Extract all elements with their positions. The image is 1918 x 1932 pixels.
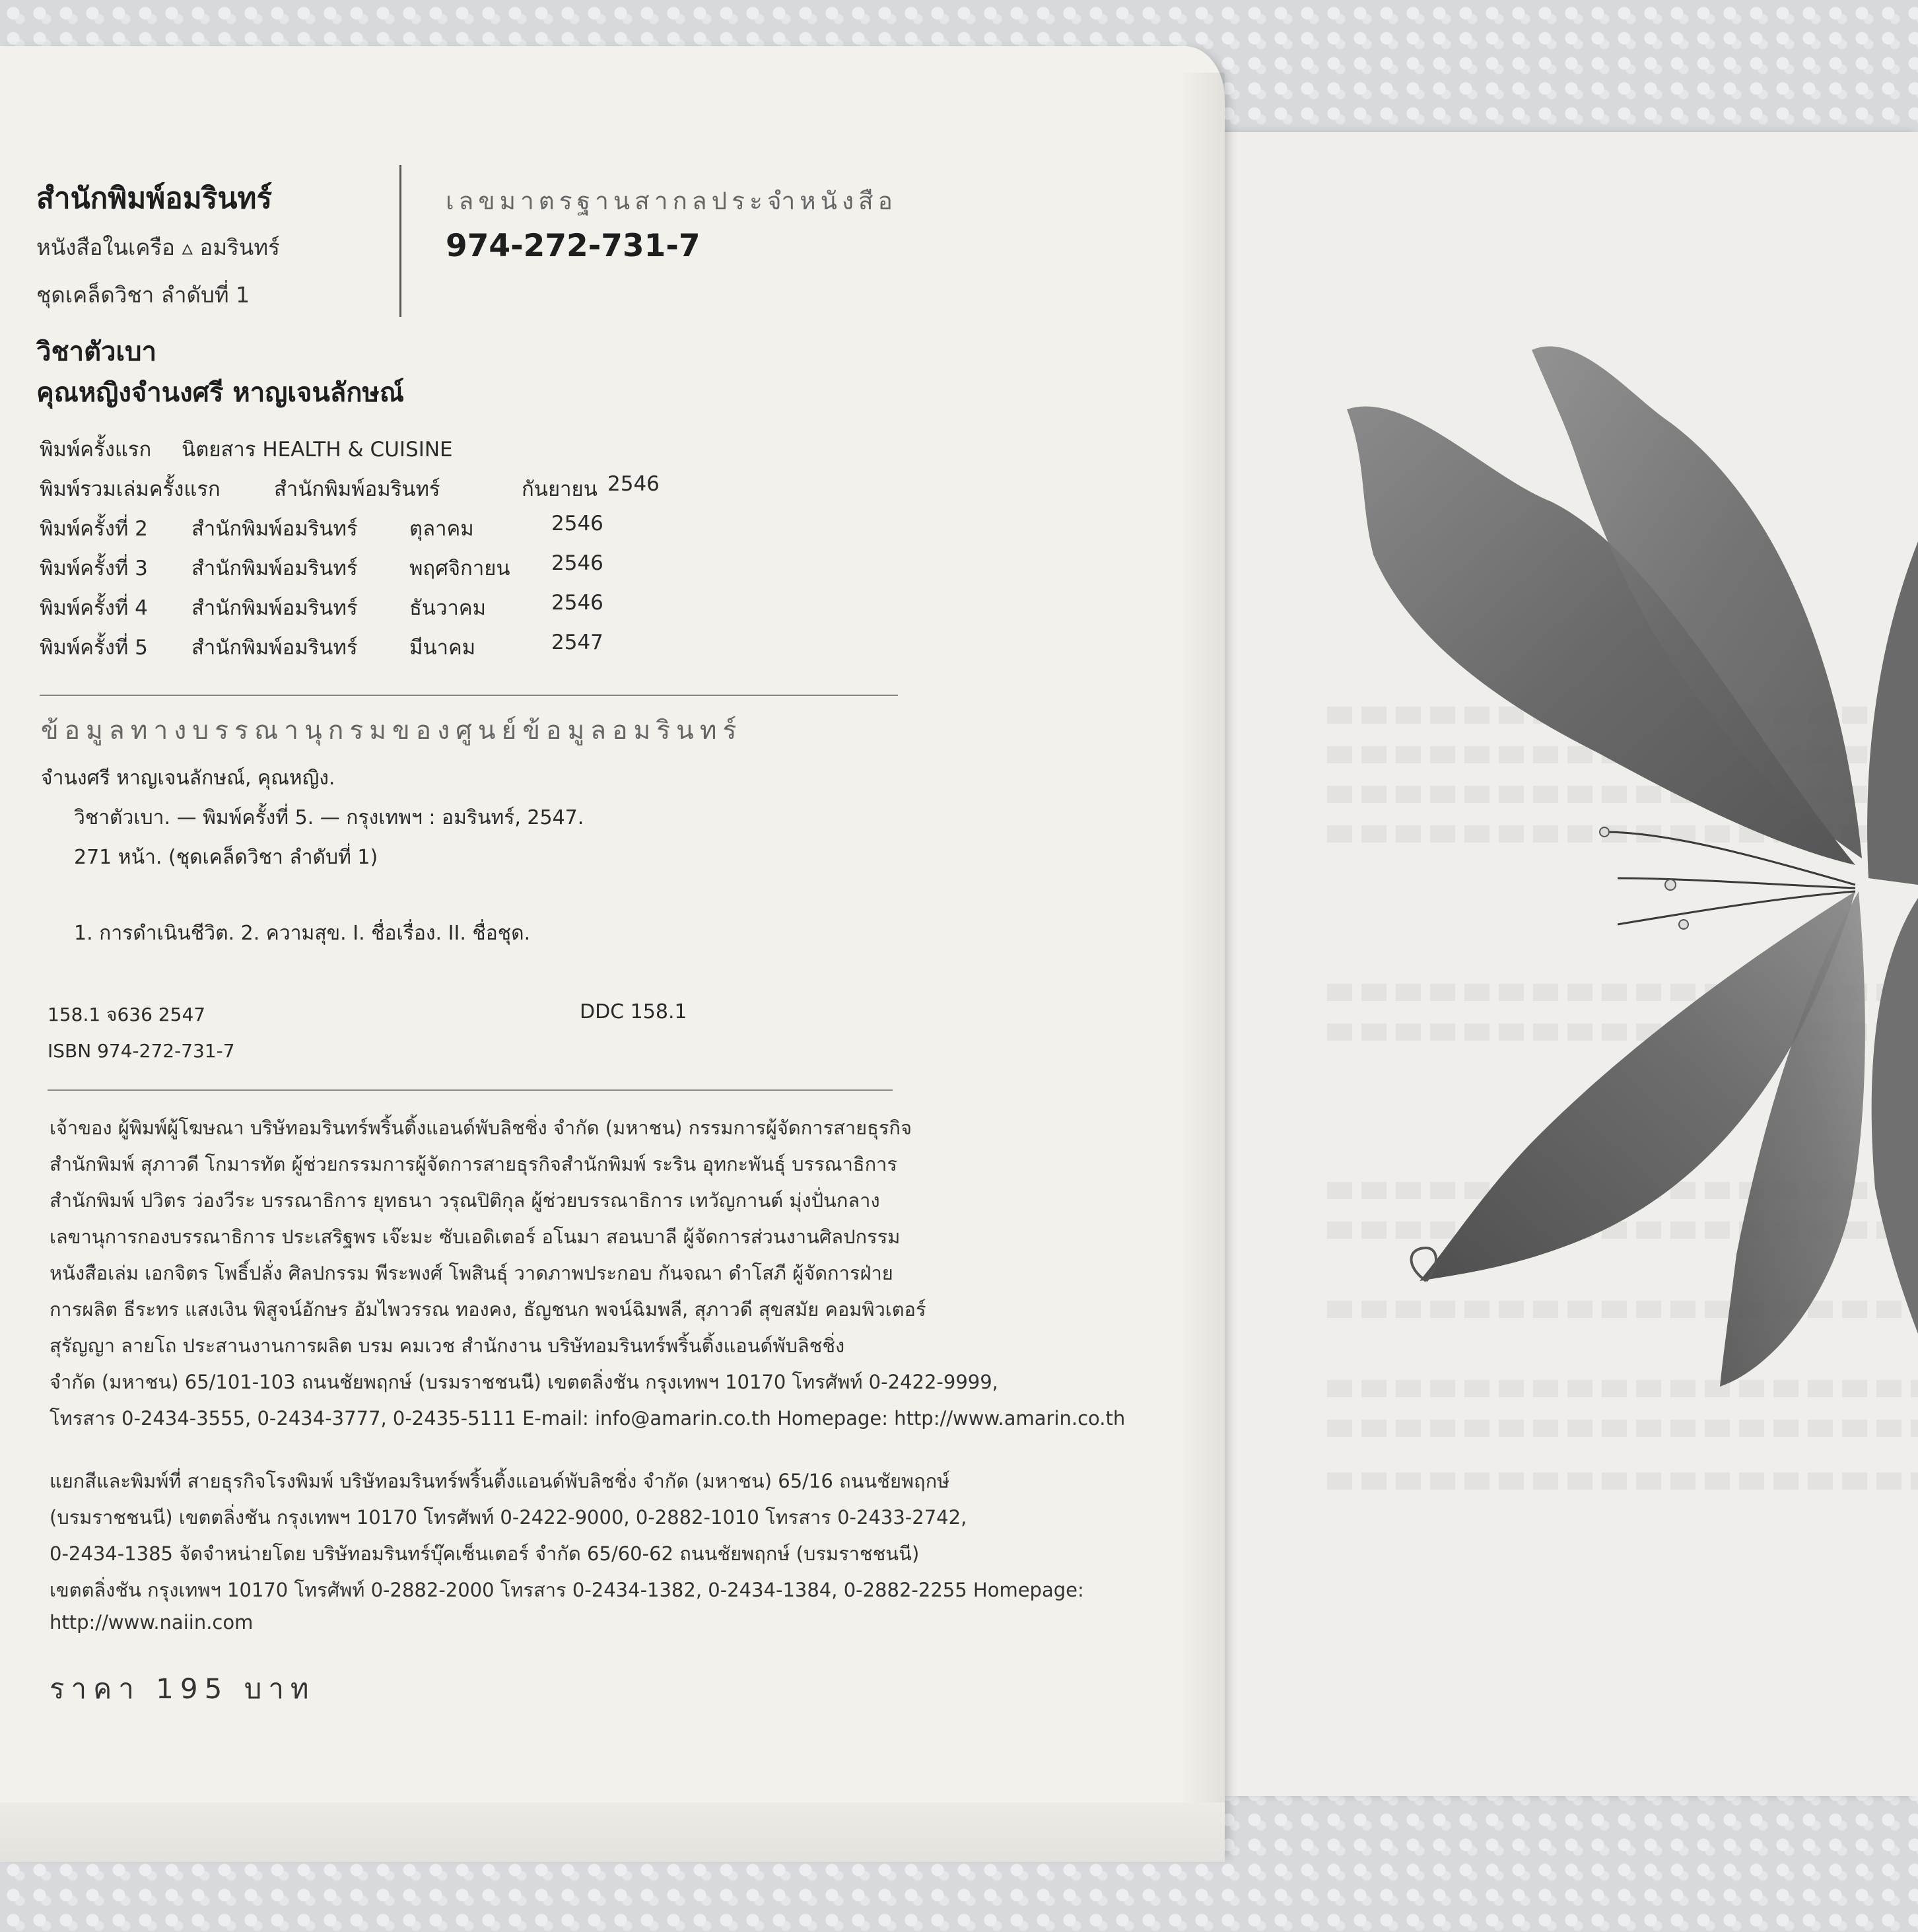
- edition-label: พิมพ์ครั้งที่ 4: [40, 596, 148, 620]
- isbn-label: เลขมาตรฐานสากลประจำหนังสือ: [446, 187, 897, 215]
- printer-line: 0-2434-1385 จัดจำหน่ายโดย บริษัทอมรินทร์บุ๊คเซ็นเตอร์ จำกัด 65/60-62 ถนนชัยพฤกษ์ (บรมราชชนนี): [50, 1542, 920, 1565]
- page-edge: [0, 1803, 1225, 1862]
- edition-year: 2546: [551, 551, 603, 575]
- credit-line: สุรัญญา ลายโถ ประสานงานการผลิต บรม คมเวช สำนักงาน บริษัทอมรินทร์พริ้นติ้งแอนด์พับลิชชิ่ง: [50, 1334, 845, 1357]
- vertical-divider: [399, 165, 401, 317]
- edition-label: พิมพ์ครั้งที่ 5: [40, 636, 148, 660]
- copyright-page: [0, 46, 1225, 1855]
- publisher-name: สำนักพิมพ์อมรินทร์: [36, 182, 273, 215]
- petal-right-lower: [1872, 898, 1918, 1334]
- credit-line: สำนักพิมพ์ ปวิตร ว่องวีระ บรรณาธิการ ยุทธนา วรุณปิติกุล ผู้ช่วยบรรณาธิการ เทวัญกานต์ มุ่งปั่นกลาง: [50, 1189, 880, 1212]
- edition-label: พิมพ์รวมเล่มครั้งแรก: [40, 477, 221, 501]
- credit-line: จำกัด (มหาชน) 65/101-103 ถนนชัยพฤกษ์ (บรมราชชนนี) เขตตลิ่งชัน กรุงเทพฯ 10170 โทรศัพท์ 0-2422-9999,: [50, 1371, 998, 1393]
- edition-publisher: สำนักพิมพ์อมรินทร์: [191, 517, 358, 541]
- edition-month: มีนาคม: [409, 636, 476, 660]
- printer-line: เขตตลิ่งชัน กรุงเทพฯ 10170 โทรศัพท์ 0-2882-2000 โทรสาร 0-2434-1382, 0-2434-1384, 0-2882-2255 Homepage:: [50, 1579, 1084, 1601]
- call-number: 158.1 จ636 2547: [48, 1004, 206, 1025]
- catalog-isbn: ISBN 974-272-731-7: [48, 1040, 235, 1062]
- edition-publisher: สำนักพิมพ์อมรินทร์: [191, 596, 358, 620]
- edition-publisher: สำนักพิมพ์อมรินทร์: [274, 477, 440, 501]
- credit-line: สำนักพิมพ์ สุภาวดี โกมารทัต ผู้ช่วยกรรมการผู้จัดการสายธุรกิจสำนักพิมพ์ ระริน อุทกะพันธุ์ บรรณาธิการ: [50, 1153, 897, 1175]
- catalog-heading: ข้อมูลทางบรรณานุกรมของศูนย์ข้อมูลอมรินทร์: [41, 716, 743, 745]
- credit-line: หนังสือเล่ม เอกจิตร โพธิ์ปลั่ง ศิลปกรรม พีระพงศ์ โพสินธุ์ วาดภาพประกอบ กันจณา ดำโสภี ผู้จัดการฝ่าย: [50, 1262, 893, 1284]
- edition-month: พฤศจิกายน: [409, 557, 510, 580]
- catalog-author: จำนงศรี หาญเจนลักษณ์, คุณหญิง.: [41, 767, 335, 790]
- divider-rule: [40, 695, 898, 696]
- flower-illustration: [1208, 132, 1918, 1796]
- edition-year: 2547: [551, 631, 603, 654]
- book-title: วิชาตัวเบา: [36, 337, 157, 367]
- catalog-subjects: 1. การดำเนินชีวิต. 2. ความสุข. I. ชื่อเรื่อง. II. ชื่อชุด.: [74, 922, 531, 945]
- credit-line: โทรสาร 0-2434-3555, 0-2434-3777, 0-2435-5111 E-mail: info@amarin.co.th Homepage: http://www.amarin.co.th: [50, 1407, 1126, 1430]
- right-page: [1208, 132, 1918, 1796]
- edition-label: พิมพ์ครั้งที่ 3: [40, 557, 148, 580]
- printer-line: (บรมราชชนนี) เขตตลิ่งชัน กรุงเทพฯ 10170 โทรศัพท์ 0-2422-9000, 0-2882-1010 โทรสาร 0-2433-2742,: [50, 1506, 967, 1529]
- catalog-pages: 271 หน้า. (ชุดเคล็ดวิชา ลำดับที่ 1): [74, 846, 378, 869]
- credit-line: เจ้าของ ผู้พิมพ์ผู้โฆษณา บริษัทอมรินทร์พริ้นติ้งแอนด์พับลิชชิ่ง จำกัด (มหาชน) กรรมการผู้จัดการสายธุรกิจ: [50, 1117, 912, 1139]
- catalog-title: วิชาตัวเบา. — พิมพ์ครั้งที่ 5. — กรุงเทพฯ : อมรินทร์, 2547.: [74, 806, 584, 829]
- publisher-imprint: หนังสือในเครือ ▵ อมรินทร์: [36, 234, 280, 260]
- edition-publisher: สำนักพิมพ์อมรินทร์: [191, 557, 358, 580]
- divider-rule: [48, 1089, 893, 1091]
- series-label: ชุดเคล็ดวิชา ลำดับที่ 1: [36, 282, 250, 308]
- edition-year: 2546: [551, 591, 603, 615]
- book-author: คุณหญิงจำนงศรี หาญเจนลักษณ์: [36, 378, 404, 408]
- edition-publisher: สำนักพิมพ์อมรินทร์: [191, 636, 358, 660]
- edition-year: 2546: [551, 512, 603, 535]
- ddc-number: DDC 158.1: [580, 1000, 687, 1023]
- edition-month: ตุลาคม: [409, 517, 474, 541]
- edition-year: 2546: [607, 472, 660, 496]
- printer-line: http://www.naiin.com: [50, 1611, 254, 1634]
- credit-line: เลขานุการกองบรรณาธิการ ประเสริฐพร เจ๊ะมะ ซับเอดิเตอร์ อโนมา สอนบาลี ผู้จัดการส่วนงานศิลปกรรม: [50, 1225, 901, 1248]
- printer-line: แยกสีและพิมพ์ที่ สายธุรกิจโรงพิมพ์ บริษัทอมรินทร์พริ้นติ้งแอนด์พับลิชชิ่ง จำกัด (มหาชน) 65/16 ถนนชัยพฤกษ์: [50, 1470, 950, 1492]
- credit-line: การผลิต ธีระทร แสงเงิน พิสูจน์อักษร อัมไพวรรณ ทองคง, ธัญชนก พจน์ฉิมพลี, สุภาวดี สุขสมัย คอมพิวเตอร์: [50, 1298, 926, 1321]
- edition-publisher: นิตยสาร HEALTH & CUISINE: [182, 438, 453, 462]
- edition-label: พิมพ์ครั้งแรก: [40, 438, 152, 462]
- edition-month: ธันวาคม: [409, 596, 487, 620]
- edition-month: กันยายน: [522, 477, 598, 501]
- edition-label: พิมพ์ครั้งที่ 2: [40, 517, 148, 541]
- petal-right-upper: [1867, 541, 1918, 885]
- price: ราคา 195 บาท: [50, 1673, 316, 1705]
- isbn-number: 974-272-731-7: [446, 228, 701, 264]
